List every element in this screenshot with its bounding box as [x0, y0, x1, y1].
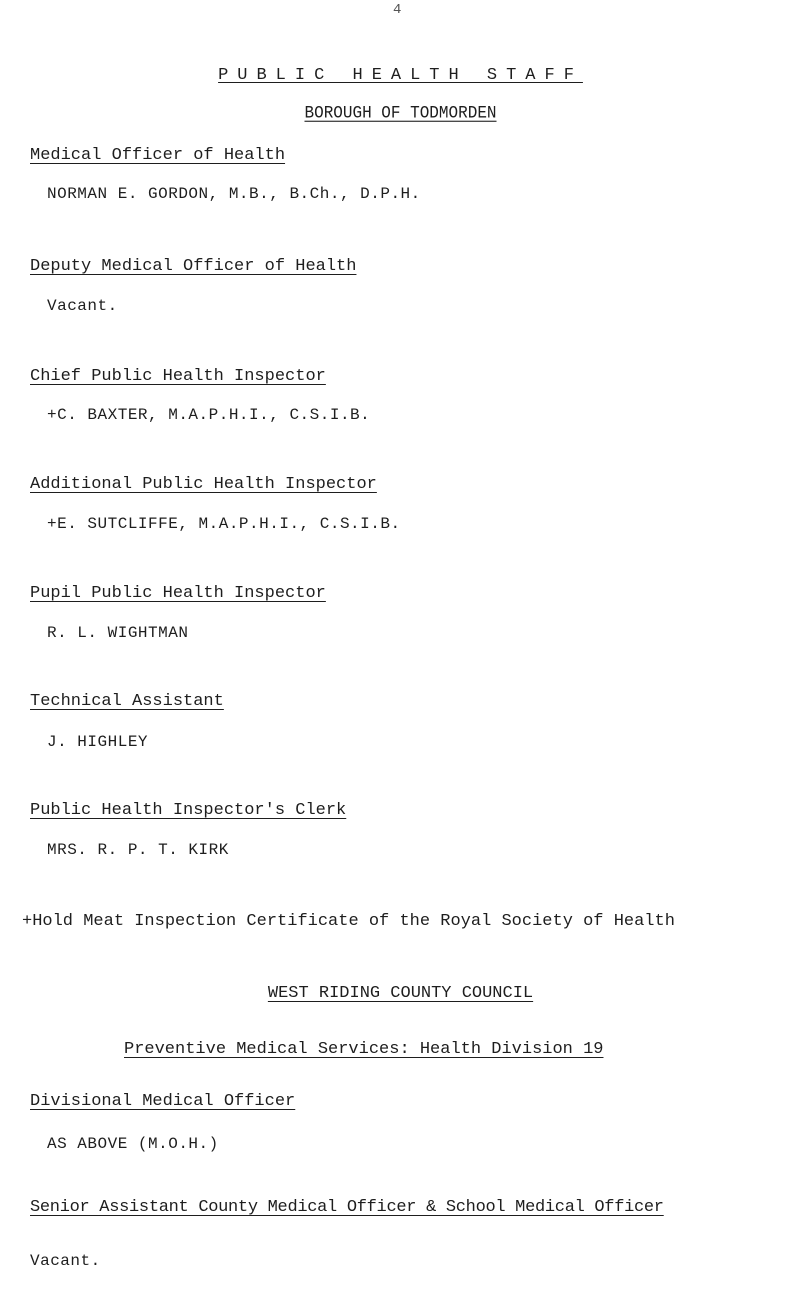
section-text: +C. BAXTER, M.A.P.H.I., C.S.I.B. [47, 406, 371, 424]
section-heading: Deputy Medical Officer of Health [30, 257, 357, 276]
council-title: WEST RIDING COUNTY COUNCIL [267, 984, 534, 1003]
section-text: R. L. WIGHTMAN [47, 624, 189, 642]
section-text: Vacant. [47, 297, 118, 315]
section-text: AS ABOVE (M.O.H.) [47, 1135, 219, 1153]
page-subtitle: BOROUGH OF TODMORDEN [304, 103, 497, 123]
council-subtitle: Preventive Medical Services: Health Division 19 [124, 1040, 604, 1059]
section-text: MRS. R. P. T. KIRK [47, 841, 229, 859]
section-heading: Senior Assistant County Medical Officer & School Medical Officer [30, 1198, 664, 1217]
section-heading: Additional Public Health Inspector [30, 475, 377, 494]
section-heading: Pupil Public Health Inspector [30, 584, 326, 603]
section-heading: Divisional Medical Officer [30, 1092, 296, 1111]
section-text: J. HIGHLEY [47, 733, 149, 751]
section-heading: Chief Public Health Inspector [30, 367, 326, 386]
page-title: PUBLIC HEALTH STAFF [218, 66, 583, 85]
section-text: NORMAN E. GORDON, M.B., B.Ch., D.P.H. [47, 185, 421, 203]
section-heading: Public Health Inspector's Clerk [30, 801, 347, 820]
footnote: +Hold Meat Inspection Certificate of the Royal Society of Health [22, 912, 675, 931]
page-number: 4 [393, 2, 402, 18]
section-heading: Medical Officer of Health [30, 146, 286, 165]
section-text: +E. SUTCLIFFE, M.A.P.H.I., C.S.I.B. [47, 515, 401, 533]
section-text: Vacant. [30, 1252, 101, 1270]
section-heading: Technical Assistant [30, 692, 224, 711]
